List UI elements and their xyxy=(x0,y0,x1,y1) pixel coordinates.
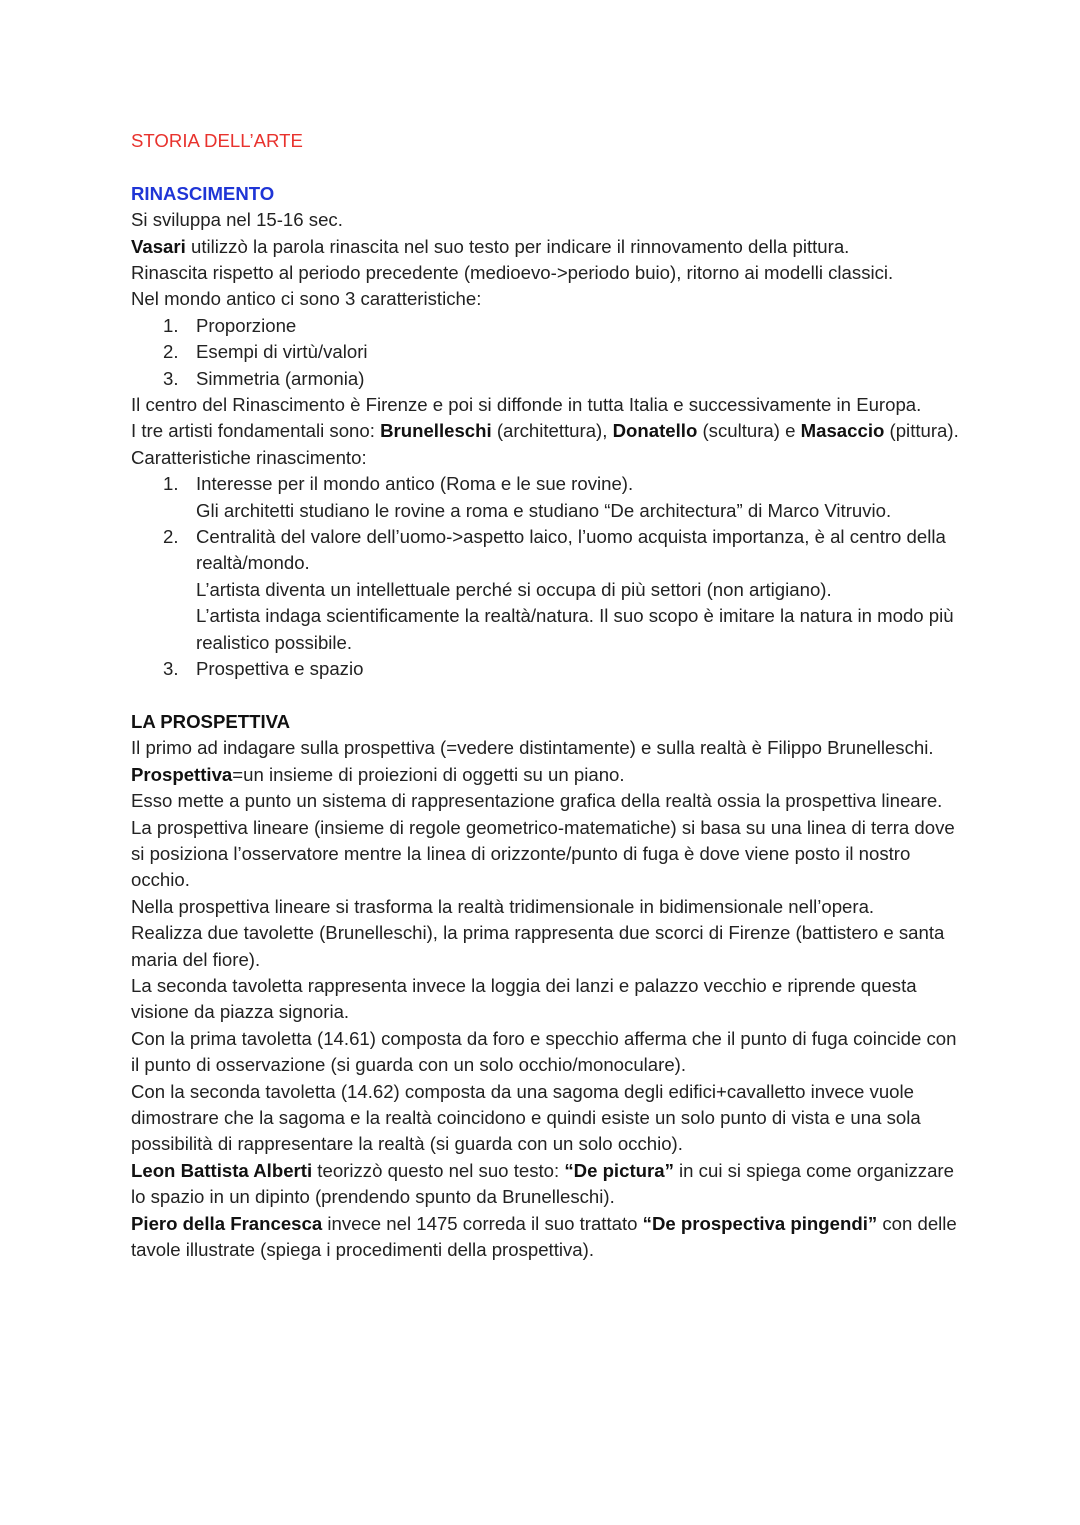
paragraph: Si sviluppa nel 15-16 sec. xyxy=(131,209,343,231)
paragraph xyxy=(131,762,961,788)
list-number: 2. xyxy=(163,526,179,548)
list-item-text: Simmetria (armonia) xyxy=(196,367,365,389)
paragraph: Nella prospettiva lineare si trasforma la realtà tridimensionale in bidimensionale nell’opera. xyxy=(131,895,875,917)
paragraph-text: in cui si spiega come organizzare lo spazio in un dipinto (prendendo spunto da Brunelleschi). xyxy=(131,1159,954,1208)
list-item xyxy=(131,366,961,392)
list-item xyxy=(131,656,961,682)
paragraph: Il centro del Rinascimento è Firenze e poi si diffonde in tutta Italia e successivamente in Europa. xyxy=(131,394,922,416)
paragraph xyxy=(131,418,961,444)
paragraph-text: =un insieme di proiezioni di oggetti su un piano. xyxy=(232,763,625,785)
bold-term: Prospettiva xyxy=(131,763,233,785)
paragraph xyxy=(131,1158,961,1211)
paragraph xyxy=(131,234,961,260)
bold-term: Leon Battista Alberti xyxy=(131,1159,313,1181)
list-ancient-characteristics xyxy=(131,313,961,392)
bold-term: “De pictura” xyxy=(564,1159,674,1181)
list-item xyxy=(131,313,961,339)
paragraph: Il primo ad indagare sulla prospettiva (=vedere distintamente) e sulla realtà è Filippo Brunelleschi. xyxy=(131,737,934,759)
paragraph xyxy=(131,1211,961,1264)
list-item-text: L’artista indaga scientificamente la realtà/natura. Il suo scopo è imitare la natura in modo più realistico possibile. xyxy=(196,605,954,653)
paragraph-text: (scultura) e xyxy=(697,420,801,442)
list-number: 3. xyxy=(163,367,179,389)
list-number: 1. xyxy=(163,314,179,336)
list-item xyxy=(131,524,961,656)
paragraph: La seconda tavoletta rappresenta invece la loggia dei lanzi e palazzo vecchio e riprende questa visione da piazza signoria. xyxy=(131,974,917,1023)
bold-term: Donatello xyxy=(612,420,698,442)
paragraph-text: (architettura), xyxy=(491,420,613,442)
list-number: 1. xyxy=(163,473,179,495)
section-rinascimento xyxy=(131,181,961,683)
paragraph: La prospettiva lineare (insieme di regole geometrico-matematiche) si basa su una linea di terra dove si posiziona l’osservatore mentre la linea di orizzonte/punto di fuga è dove viene posto il nostro occhio. xyxy=(131,816,955,891)
document-page xyxy=(131,128,961,1263)
list-item xyxy=(131,339,961,365)
section-prospettiva xyxy=(131,709,961,1264)
list-item-text: Proporzione xyxy=(196,314,297,336)
bold-term: Brunelleschi xyxy=(380,420,492,442)
bold-term: Piero della Francesca xyxy=(131,1212,323,1234)
paragraph: Con la prima tavoletta (14.61) composta da foro e specchio afferma che il punto di fuga coincide con il punto di osservazione (si guarda con un solo occhio/monoculare). xyxy=(131,1027,957,1076)
section-heading-prospettiva: LA PROSPETTIVA xyxy=(131,710,291,732)
paragraph: Con la seconda tavoletta (14.62) composta da una sagoma degli edifici+cavalletto invece vuole dimostrare che la sagoma e la realtà coincidono e quindi esiste un solo punto di vista e una sola possibilità di rappresentare la realtà (si guarda con un solo occhio). xyxy=(131,1080,921,1155)
list-number: 2. xyxy=(163,341,179,363)
paragraph-text: I tre artisti fondamentali sono: xyxy=(131,420,381,442)
paragraph-text: teorizzò questo nel suo testo: xyxy=(312,1159,565,1181)
paragraph: Nel mondo antico ci sono 3 caratteristiche: xyxy=(131,288,482,310)
section-heading-rinascimento: RINASCIMENTO xyxy=(131,182,275,204)
document-title: STORIA DELL’ARTE xyxy=(131,130,303,151)
list-item xyxy=(131,471,961,524)
list-item-text: Interesse per il mondo antico (Roma e le sue rovine). xyxy=(196,473,634,495)
paragraph-text: (pittura). xyxy=(884,420,959,442)
bold-term: Masaccio xyxy=(800,420,885,442)
paragraph-text: invece nel 1475 correda il suo trattato xyxy=(322,1212,643,1234)
bold-term: Vasari xyxy=(131,235,186,257)
list-item-text: Prospettiva e spazio xyxy=(196,658,364,680)
list-item-text: L’artista diventa un intellettuale perché si occupa di più settori (non artigiano). xyxy=(196,578,832,600)
paragraph: Caratteristiche rinascimento: xyxy=(131,446,367,468)
list-item-text: Esempi di virtù/valori xyxy=(196,341,368,363)
paragraph-text: utilizzò la parola rinascita nel suo testo per indicare il rinnovamento della pittura. xyxy=(185,235,850,257)
list-item-text: Gli architetti studiano le rovine a roma e studiano “De architectura” di Marco Vitruvio. xyxy=(196,499,892,521)
paragraph: Rinascita rispetto al periodo precedente (medioevo->periodo buio), ritorno ai modelli classici. xyxy=(131,262,894,284)
list-renaissance-characteristics xyxy=(131,471,961,682)
paragraph-text: con delle tavole illustrate (spiega i procedimenti della prospettiva). xyxy=(131,1212,957,1261)
paragraph: Esso mette a punto un sistema di rappresentazione grafica della realtà ossia la prospettiva lineare. xyxy=(131,790,943,812)
paragraph: Realizza due tavolette (Brunelleschi), la prima rappresenta due scorci di Firenze (battistero e santa maria del fiore). xyxy=(131,922,945,970)
list-number: 3. xyxy=(163,658,179,680)
spacer xyxy=(131,683,961,709)
spacer xyxy=(131,154,961,180)
bold-term: “De prospectiva pingendi” xyxy=(642,1212,878,1234)
list-item-text: Centralità del valore dell’uomo->aspetto laico, l’uomo acquista importanza, è al centro della realtà/mondo. xyxy=(196,526,946,574)
